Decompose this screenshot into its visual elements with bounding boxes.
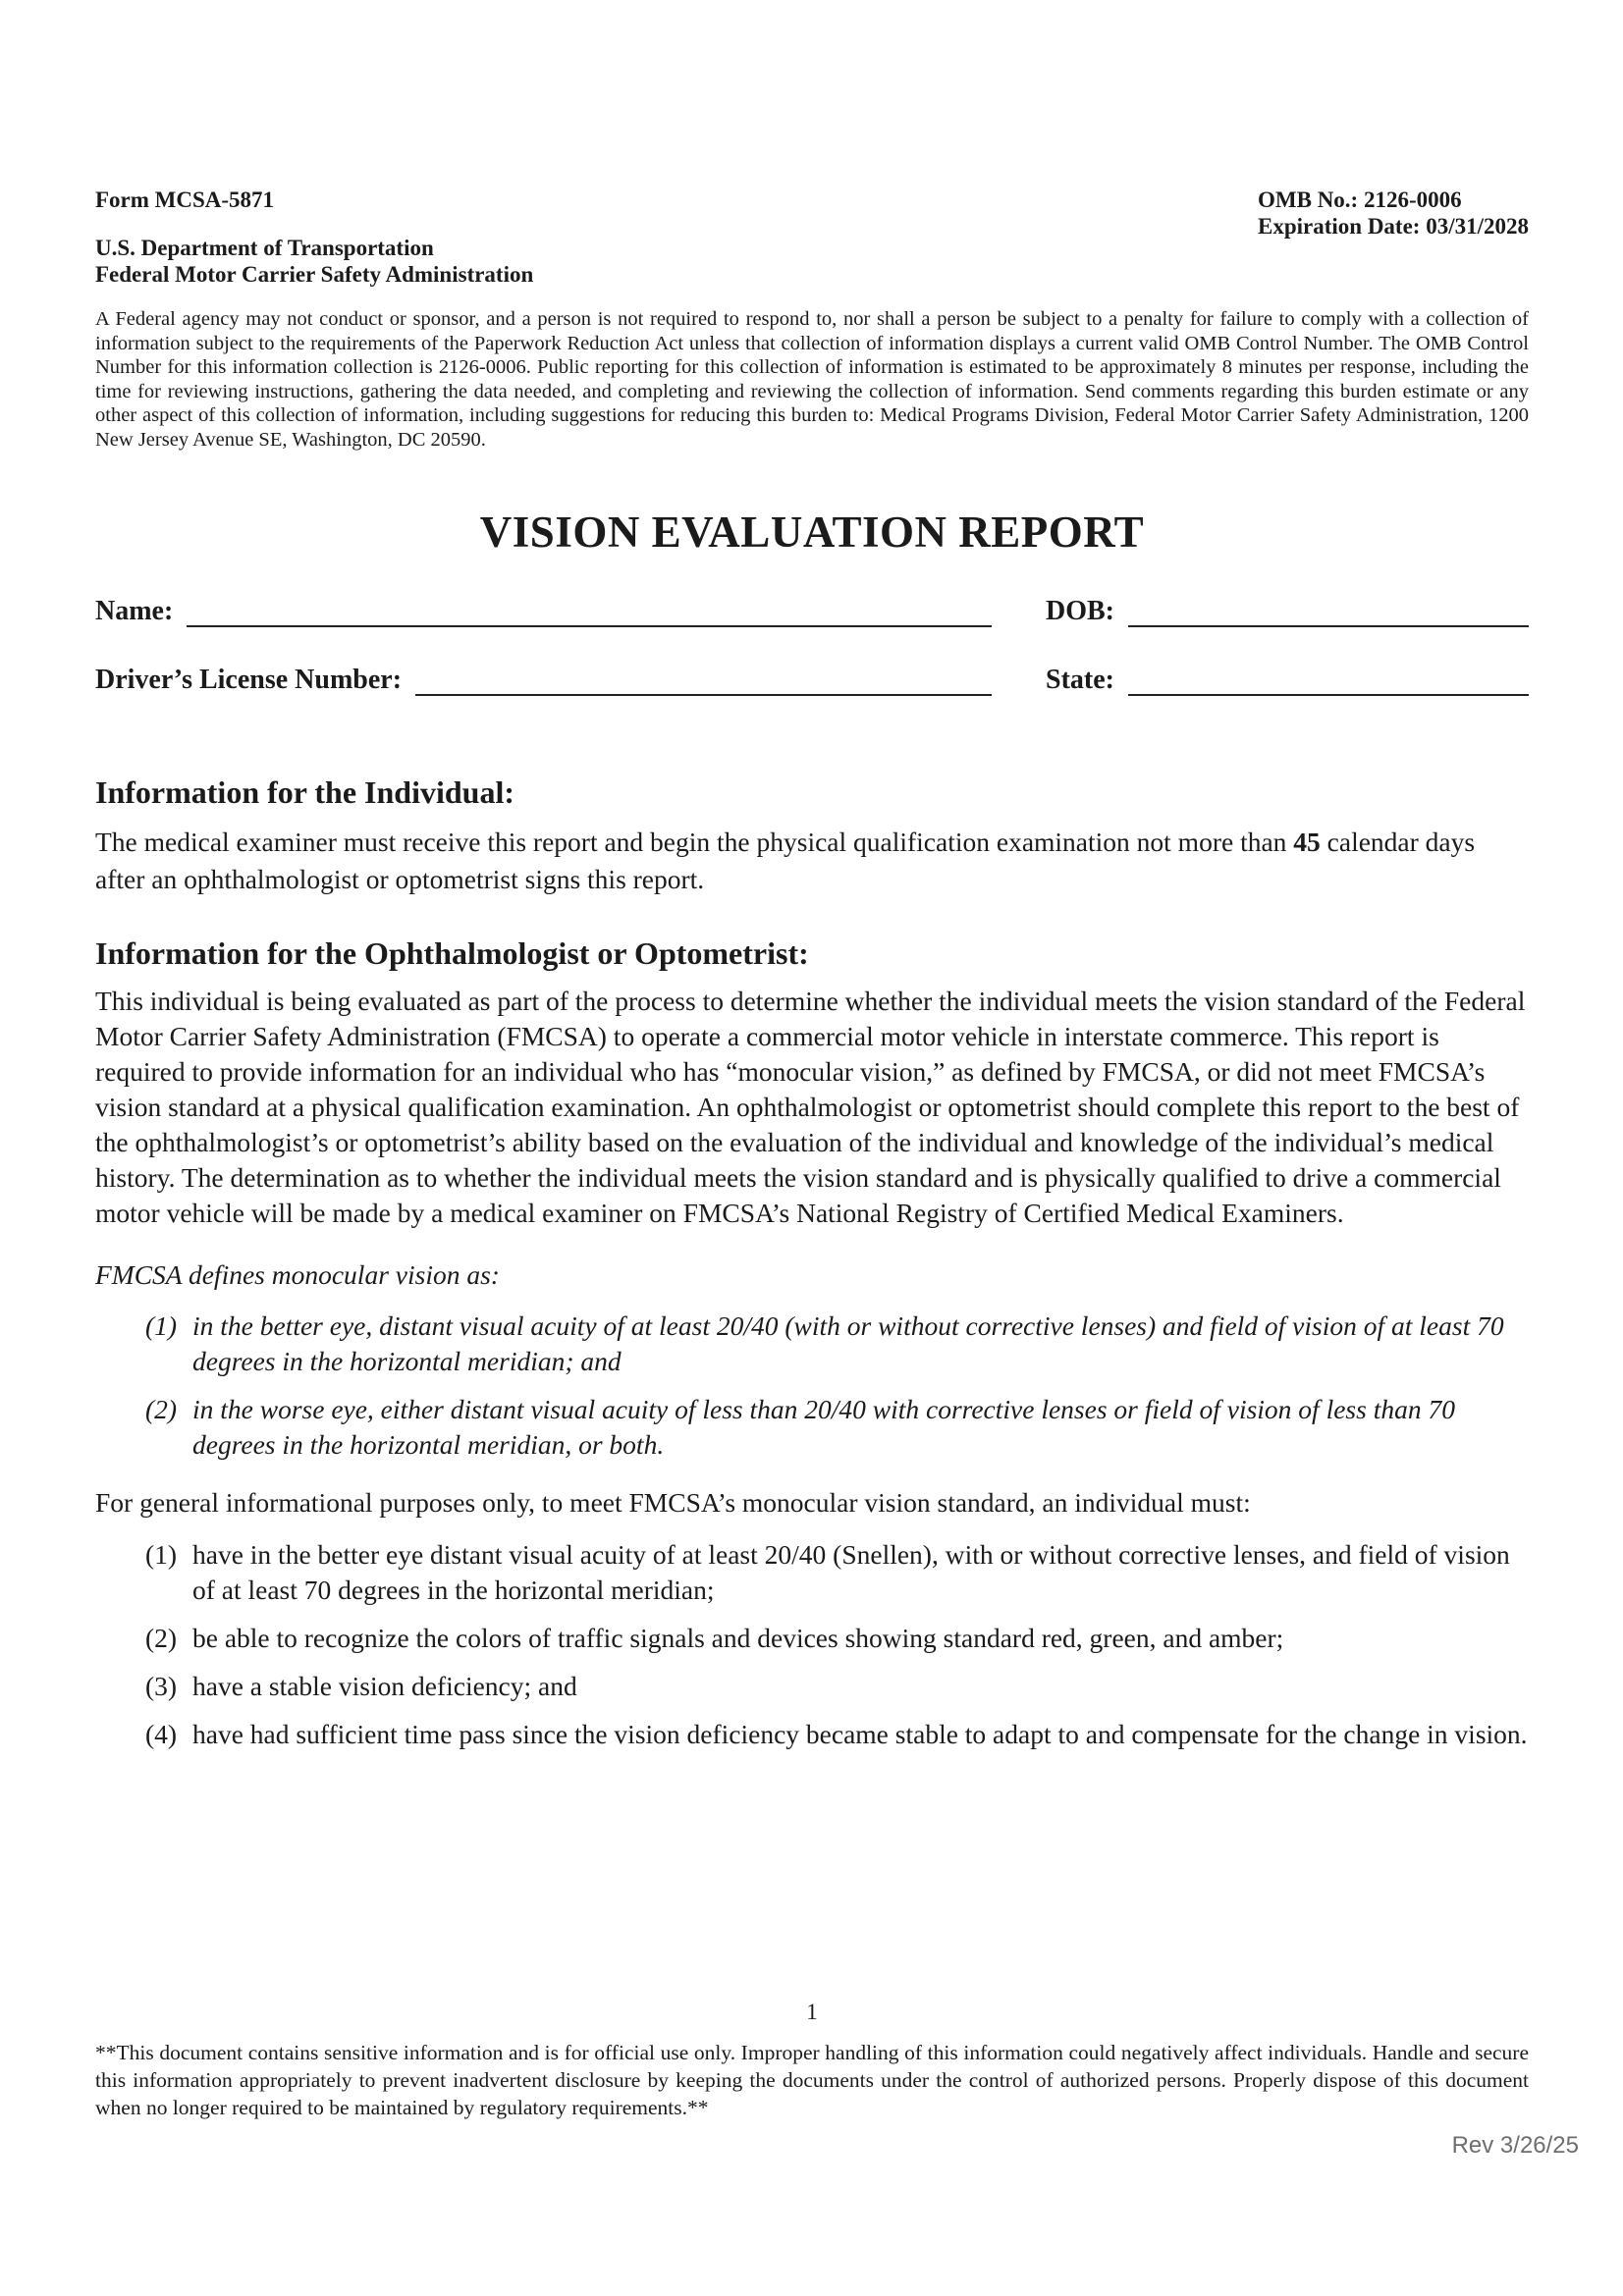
list-item-marker: (3) xyxy=(145,1671,178,1701)
agency-block xyxy=(95,187,533,288)
omb-block xyxy=(1258,187,1529,240)
page-number: 1 xyxy=(806,2000,818,2024)
page-footer xyxy=(95,1999,1529,2121)
license-label: Driver’s License Number: xyxy=(95,665,403,695)
ophthalmologist-section-text: This individual is being evaluated as part of the process to determine whether the individual meets the vision standard of the Federal Motor Carrier Safety Administration (FMCSA) to operate a commercial motor vehicle in interstate commerce. This report is required to provide information for an individual who has “monocular vision,” as defined by FMCSA, or did not meet FMCSA’s vision standard at a physical qualification examination. An ophthalmologist or optometrist should complete this report to the best of the ophthalmologist’s or optometrist’s ability based on the evaluation of the individual and knowledge of the individual’s medical history. The determination as to whether the individual meets the vision standard and is physically qualified to drive a commercial motor vehicle will be made by a medical examiner on FMCSA’s National Registry of Certified Medical Examiners. xyxy=(95,986,1526,1228)
state-label: State: xyxy=(1046,665,1114,695)
standard-item-2 xyxy=(145,1621,1529,1656)
standard-intro: For general informational purposes only, to meet FMCSA’s monocular vision standard, an individual must: xyxy=(95,1487,1251,1518)
individual-text-after: calendar days after an ophthalmologist or optometrist signs this report. xyxy=(95,827,1476,894)
list-item-text: in the worse eye, either distant visual acuity of less than 20/40 with corrective lenses or field of vision of less than 70 degrees in the horizontal meridian, or both. xyxy=(192,1394,1455,1460)
name-field-group xyxy=(95,595,1046,627)
list-item-text: have in the better eye distant visual acuity of at least 20/40 (Snellen), with or without corrective lenses, and field of vision of at least 70 degrees in the horizontal meridian; xyxy=(192,1539,1510,1605)
page-title: VISION EVALUATION REPORT xyxy=(479,507,1145,557)
list-item-marker: (2) xyxy=(145,1623,178,1653)
individual-text-before: The medical examiner must receive this report and begin the physical qualification examination not more than xyxy=(95,827,1294,857)
sensitive-information-notice: **This document contains sensitive information and is for official use only. Improper handling of this information could negatively affect individuals. Handle and secure this information appropriately to prevent inadvertent disclosure by keeping the documents under the control of authorized persons. Properly dispose of this document when no longer required to be maintained by regulatory requirements.** xyxy=(95,2041,1529,2119)
revision-stamp: Rev 3/26/25 xyxy=(1451,2132,1579,2159)
standard-requirements-list xyxy=(95,1537,1529,1752)
document-header xyxy=(95,187,1529,288)
individual-section-heading: Information for the Individual: xyxy=(95,774,515,810)
name-field[interactable] xyxy=(187,595,992,627)
list-item-marker: (4) xyxy=(145,1719,178,1749)
list-item-marker: (2) xyxy=(145,1394,178,1424)
name-label: Name: xyxy=(95,596,174,626)
list-item-marker: (1) xyxy=(145,1310,178,1341)
list-item-text: have a stable vision deficiency; and xyxy=(192,1671,577,1701)
list-item-text: be able to recognize the colors of traffic signals and devices showing standard red, green, and amber; xyxy=(192,1623,1284,1653)
list-item-marker: (1) xyxy=(145,1539,178,1570)
definition-item-1 xyxy=(145,1308,1529,1379)
pra-notice: A Federal agency may not conduct or sponsor, and a person is not required to respond to, nor shall a person be subject to a penalty for failure to comply with a collection of information subject to the requirements of the Paperwork Reduction Act unless that collection of information displays a current valid OMB Control Number. The OMB Control Number for this information collection is 2126-0006. Public reporting for this collection of information is estimated to be approximately 8 minutes per response, including the time for reviewing instructions, gathering the data needed, and completing and reviewing the collection of information. Send comments regarding this burden estimate or any other aspect of this collection of information, including suggestions for reducing this burden to: Medical Programs Division, Federal Motor Carrier Safety Administration, 1200 New Jersey Avenue SE, Washington, DC 20590. xyxy=(95,308,1529,451)
definition-item-2 xyxy=(145,1392,1529,1463)
monocular-definition-list xyxy=(95,1308,1529,1463)
field-row-license-state xyxy=(95,664,1529,696)
omb-number: OMB No.: 2126-0006 xyxy=(1258,187,1462,212)
department-name: U.S. Department of Transportation xyxy=(95,236,434,260)
ophthalmologist-section-heading: Information for the Ophthalmologist or Optometrist: xyxy=(95,935,809,971)
dob-label: DOB: xyxy=(1046,596,1114,626)
state-field-group xyxy=(1046,664,1529,696)
expiration-date: Expiration Date: 03/31/2028 xyxy=(1258,214,1529,239)
agency-name: Federal Motor Carrier Safety Administration xyxy=(95,262,534,287)
standard-item-1 xyxy=(145,1537,1529,1608)
individual-days-value: 45 xyxy=(1293,827,1321,857)
license-field[interactable] xyxy=(415,664,992,696)
form-number: Form MCSA-5871 xyxy=(95,187,275,212)
individual-section-text xyxy=(95,824,1529,898)
state-field[interactable] xyxy=(1128,664,1529,696)
dob-field-group xyxy=(1046,595,1529,627)
list-item-text: in the better eye, distant visual acuity of at least 20/40 (with or without corrective lenses) and field of vision of at least 70 degrees in the horizontal meridian; and xyxy=(192,1310,1504,1376)
standard-item-3 xyxy=(145,1669,1529,1704)
field-row-name-dob xyxy=(95,595,1529,627)
dob-field[interactable] xyxy=(1128,595,1529,627)
monocular-definition-intro: FMCSA defines monocular vision as: xyxy=(95,1259,500,1290)
standard-item-4 xyxy=(145,1717,1529,1752)
list-item-text: have had sufficient time pass since the vision deficiency became stable to adapt to and compensate for the change in vision. xyxy=(192,1719,1528,1749)
license-field-group xyxy=(95,664,1046,696)
